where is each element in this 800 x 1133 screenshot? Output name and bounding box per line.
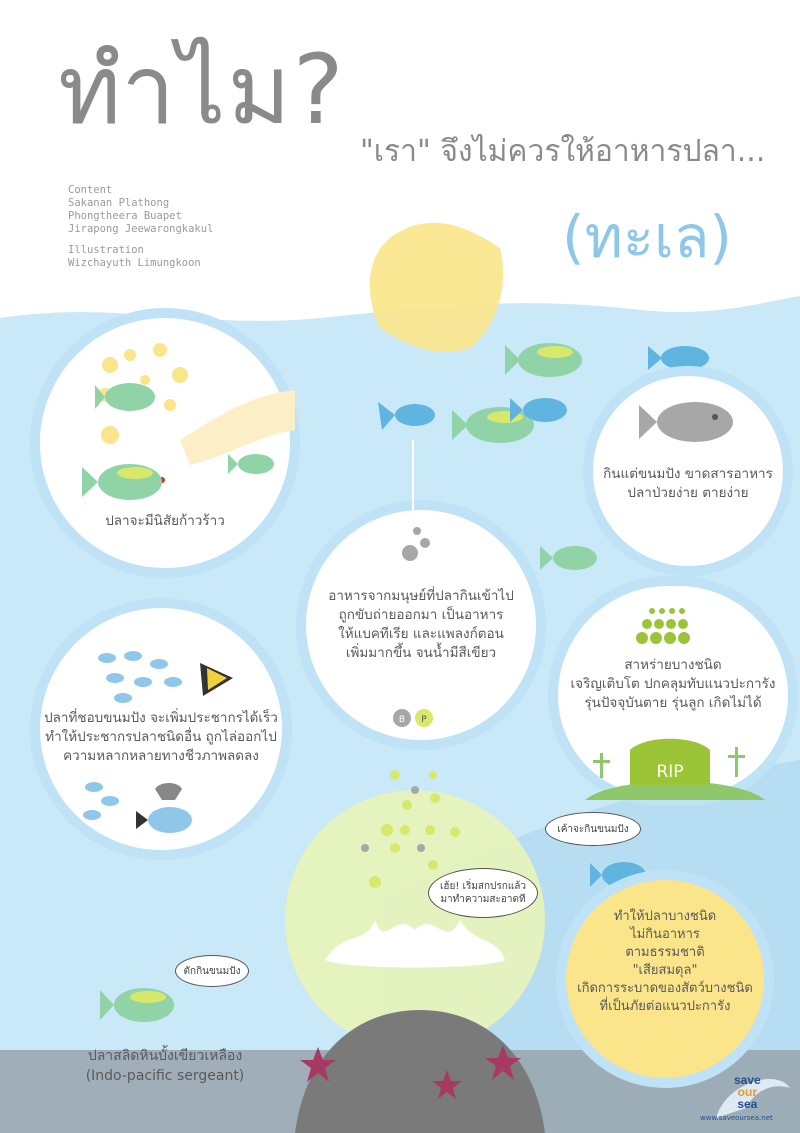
fish-icon xyxy=(80,455,170,510)
fish-school-illustration xyxy=(95,648,245,703)
text-line: ทำให้ประชากรปลาชนิดอื่น ถูกไล่ออกไป xyxy=(45,729,277,745)
title-main: ทำไม? xyxy=(58,34,346,146)
text-line: รุ่นปัจจุบันตาย รุ่นลูก เกิดไม่ได้ xyxy=(584,695,762,711)
text-line: เจริญเติบโต ปกคลุมทับแนวปะการัง xyxy=(570,676,776,692)
text-line: เกิดการระบาดของสัตว์บางชนิด xyxy=(577,981,753,996)
text-line: สาหร่ายบางชนิด xyxy=(624,657,722,673)
starfish-icon xyxy=(298,1045,338,1085)
bubble-text: ตักกินขนมปัง xyxy=(183,965,241,977)
species-name xyxy=(40,1046,290,1086)
text-line: ที่เป็นภัยต่อแนวปะการัง xyxy=(599,999,731,1014)
circle-algae-text xyxy=(558,656,788,713)
logo-line: our xyxy=(737,1085,758,1099)
text-line: ปลาป่วยง่าย ตายง่าย xyxy=(627,485,749,501)
logo-url[interactable]: www.saveoursea.net xyxy=(700,1114,773,1122)
text-line: อาหารจากมนุษย์ที่ปลากินเข้าไป xyxy=(328,588,514,604)
credits-name: Phongtheera Buapet xyxy=(68,210,182,222)
logo-line: sea xyxy=(737,1097,758,1111)
plankton-label: P xyxy=(421,715,427,725)
starfish-icon xyxy=(430,1068,464,1102)
circle-aggressive-text: ปลาจะมีนิสัยก้าวร้าว xyxy=(105,513,225,529)
text-line: มาทำความสะอาดที xyxy=(440,894,526,905)
text-line: กินแต่ขนมปัง ขาดสารอาหาร xyxy=(603,466,773,482)
text-line: ทำให้ปลาบางชนิด xyxy=(613,909,717,924)
credits-name: Jirapong Jeewarongkakul xyxy=(68,223,214,235)
circle-unhealthy-text xyxy=(593,465,783,503)
text-line: เฮ้ย! เริ่มสกปรกแล้ว xyxy=(439,881,527,892)
credits-name: Sakanan Plathong xyxy=(68,197,170,209)
circle-imbalance-text xyxy=(556,908,774,1016)
circle-biodiversity-text xyxy=(40,709,282,766)
grave-illustration xyxy=(585,735,765,800)
text-line: "เสียสมดุล" xyxy=(632,963,698,978)
text-line: ปลาที่ชอบขนมปัง จะเพิ่มประชากรได้เร็ว xyxy=(44,710,278,726)
sergeant-fish-icon xyxy=(98,980,178,1030)
title-sea: (ทะเล) xyxy=(562,203,733,271)
text-line: ตามธรรมชาติ xyxy=(625,945,705,960)
bubble-text: เค้าจะกินขนมปัง xyxy=(557,823,629,835)
title-subtitle: "เรา" จึงไม่ควรให้อาหารปลา... xyxy=(360,134,766,169)
fish-icon xyxy=(540,540,600,576)
text-line: เพิ่มมากขึ้น จนน้ำมีสีเขียว xyxy=(345,645,497,661)
species-thai: ปลาสลิดหินบั้งเขียวเหลือง xyxy=(87,1048,243,1064)
credits-illustration-heading: Illustration xyxy=(68,244,144,256)
sick-fish-icon xyxy=(635,395,745,450)
circle-waste-text xyxy=(306,587,536,663)
bubbles-icon xyxy=(395,525,445,570)
text-line: ความหลากหลายทางชีวภาพลดลง xyxy=(63,748,259,764)
speech-bubble-bread xyxy=(545,812,641,846)
text-line: ถูกขับถ่ายออกมา เป็นอาหาร xyxy=(338,607,504,623)
credits-content-heading: Content xyxy=(68,184,113,196)
speech-bubble-sergeant xyxy=(175,955,249,987)
algae-pile-icon xyxy=(632,605,702,645)
speech-bubble-bacteria xyxy=(428,868,538,918)
fish-icon xyxy=(95,375,165,420)
rip-label: RIP xyxy=(656,762,684,782)
logo-line: save xyxy=(734,1073,761,1087)
species-english: (Indo-pacific sergeant) xyxy=(85,1068,245,1084)
bacteria-plankton-icon xyxy=(390,706,440,730)
credits xyxy=(68,184,213,270)
bacteria-label: B xyxy=(398,715,406,725)
fish-icon xyxy=(228,448,278,480)
text-line: ให้แบคทีเรีย และแพลงก์ตอน xyxy=(338,626,504,642)
credits-illustrator: Wizchayuth Limungkoon xyxy=(68,257,201,269)
divider xyxy=(412,440,414,520)
starfish-icon xyxy=(483,1043,523,1083)
text-line: ไม่กินอาหาร xyxy=(630,927,700,942)
fish-chase-illustration xyxy=(80,775,200,840)
